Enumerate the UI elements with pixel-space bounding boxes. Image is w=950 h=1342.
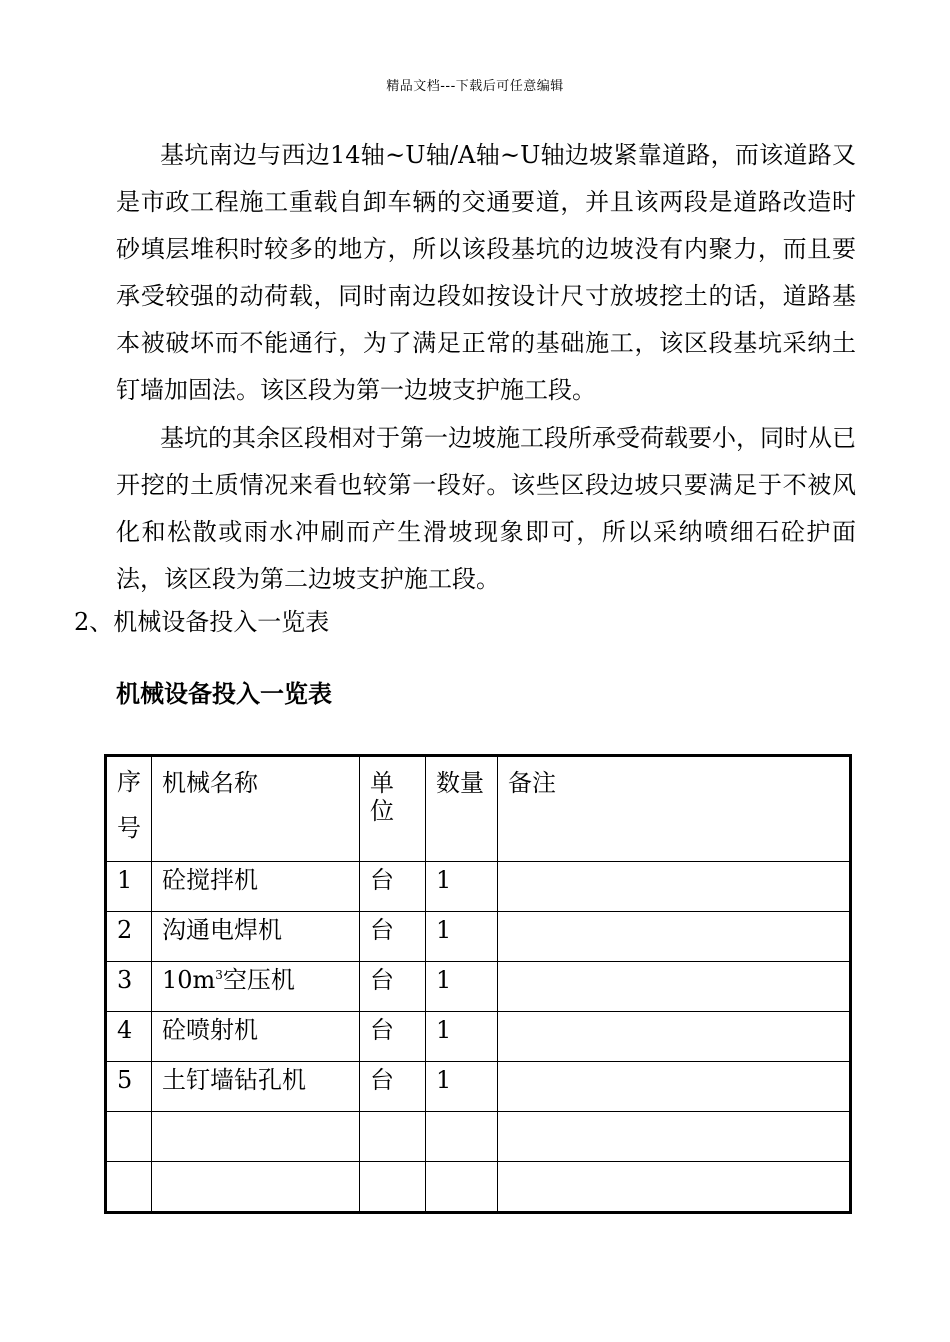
table-row [106,1112,851,1162]
cell-qty [426,1112,498,1162]
header-seq-line2: 号 [117,814,141,842]
cell-remark [498,912,851,962]
cell-qty: 1 [426,862,498,912]
cell-name: 砼搅拌机 [152,862,360,912]
cell-unit [360,1162,426,1213]
cell-remark [498,962,851,1012]
cell-name-suffix: 空压机 [222,966,295,994]
table-row [106,862,851,912]
cell-seq: 1 [106,862,152,912]
cell-seq: 5 [106,1062,152,1112]
cell-unit: 台 [360,1012,426,1062]
page-header: 精品文档---下载后可任意编辑 [386,79,564,94]
cell-unit: 台 [360,1062,426,1112]
cell-name-prefix: 10m [162,966,216,994]
cell-unit: 台 [360,962,426,1012]
cell-unit: 台 [360,912,426,962]
cell-qty: 1 [426,962,498,1012]
table-row [106,912,851,962]
cell-seq [106,1112,152,1162]
cell-name [152,1162,360,1213]
table-title: 机械设备投入一览表 [116,680,332,708]
header-seq-line1: 序 [117,768,141,796]
cell-unit [360,1112,426,1162]
cell-name [152,1112,360,1162]
table-row [106,1062,851,1112]
body-paragraph-1: 基坑南边与西边14轴~U轴/A轴~U轴边坡紧靠道路，而该道路又是市政工程施工重载自卸车辆的交通要道，并且该两段是道路改造时砂填层堆积时较多的地方，所以该段基坑的边坡没有内聚力，而且要承受较强的动荷载，同时南边段如按设计尺寸放坡挖土的话，道路基本被破坏而不能通行，为了满足正常的基础施工，该区段基坑采纳土钉墙加固法。该区段为第一边坡支护施工段。 [116,141,856,404]
cell-seq: 4 [106,1012,152,1062]
cell-name: 土钉墙钻孔机 [152,1062,360,1112]
header-name: 机械名称 [152,756,360,862]
cell-remark [498,1062,851,1112]
cell-name-superscript: 3 [215,968,223,982]
cell-qty: 1 [426,1012,498,1062]
table-row [106,1012,851,1062]
table-row [106,1162,851,1213]
cell-seq [106,1162,152,1213]
cell-remark [498,862,851,912]
table-header-row [106,756,851,862]
cell-seq: 3 [106,962,152,1012]
body-paragraph-2: 基坑的其余区段相对于第一边坡施工段所承受荷载要小，同时从已开挖的土质情况来看也较第一段好。该些区段边坡只要满足于不被风化和松散或雨水冲刷而产生滑坡现象即可，所以采纳喷细石砼护面法，该区段为第二边坡支护施工段。 [116,424,856,593]
cell-remark [498,1112,851,1162]
header-qty: 数量 [426,756,498,862]
cell-qty [426,1162,498,1213]
cell-name [152,962,360,1012]
cell-remark [498,1162,851,1213]
header-seq [106,756,152,862]
cell-remark [498,1012,851,1062]
cell-name: 砼喷射机 [152,1012,360,1062]
header-remark: 备注 [498,756,851,862]
table-row [106,962,851,1012]
cell-qty: 1 [426,1062,498,1112]
cell-name: 沟通电焊机 [152,912,360,962]
cell-unit: 台 [360,862,426,912]
list-item-equipment: 2、机械设备投入一览表 [74,608,330,636]
equipment-table [104,754,852,1214]
cell-qty: 1 [426,912,498,962]
header-unit: 单位 [360,756,426,862]
cell-seq: 2 [106,912,152,962]
